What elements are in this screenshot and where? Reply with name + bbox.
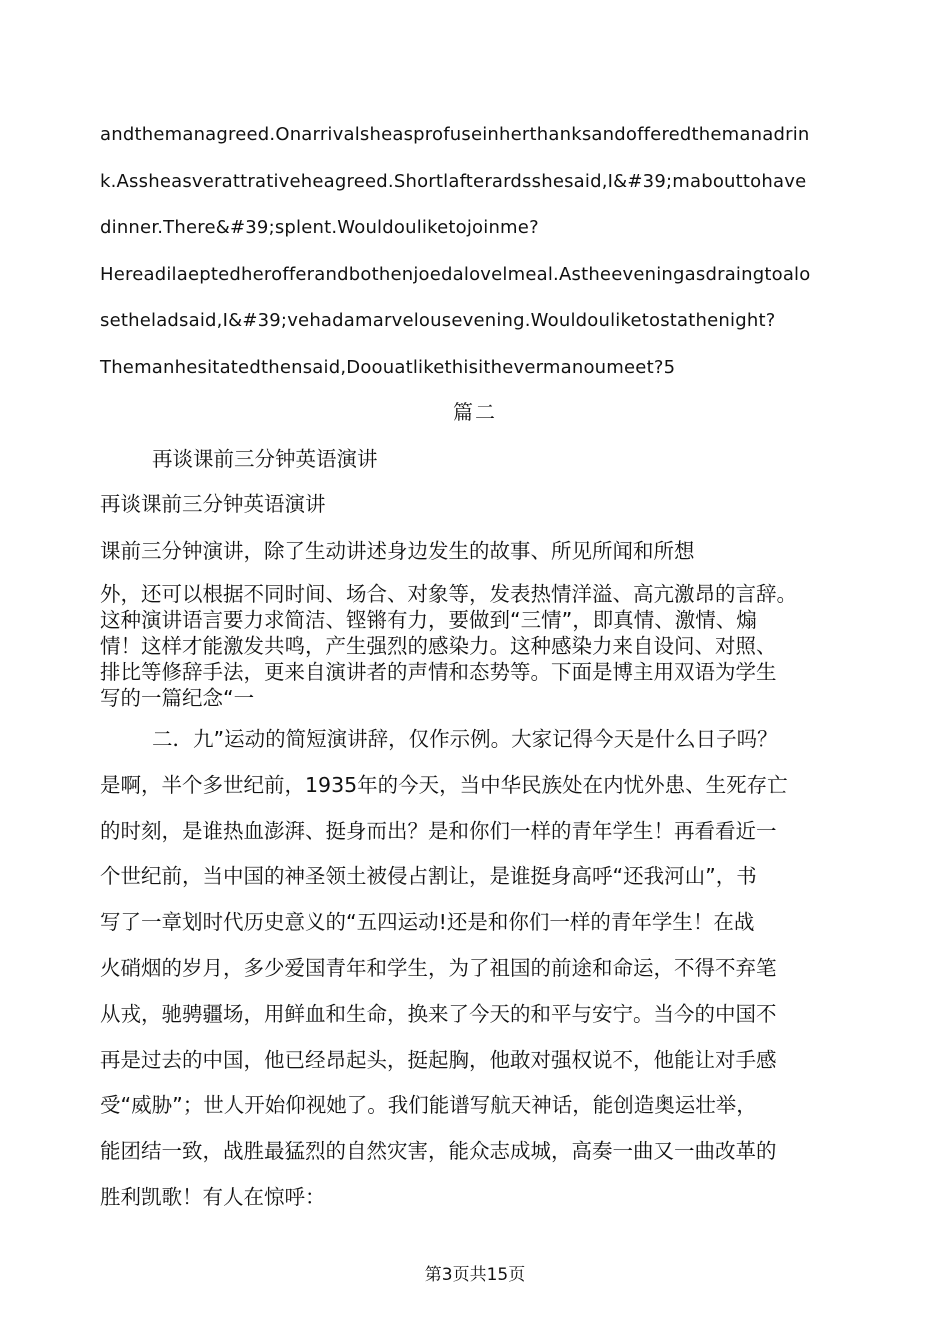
section-heading: 篇二: [453, 400, 497, 424]
paragraph-line: 写的一篇纪念“一: [100, 686, 255, 710]
paragraph-line: 外，还可以根据不同时间、场合、对象等，发表热情洋溢、高亢激昂的言辞。: [100, 582, 797, 606]
article-title-indented: 再谈课前三分钟英语演讲: [152, 447, 378, 471]
english-line: setheladsaid,I&#39;vehadamarvelousevening.Wouldouliketostathenight?: [100, 310, 776, 331]
body-line: 是啊，半个多世纪前，1935年的今天，当中华民族处在内忧外患、生死存亡: [100, 772, 788, 797]
body-line: 能团结一致，战胜最猛烈的自然灾害，能众志成城，高奏一曲又一曲改革的: [100, 1139, 777, 1164]
body-line: 从戎，驰骋疆场，用鲜血和生命，换来了今天的和平与安宁。当今的中国不: [100, 1001, 777, 1026]
tight-paragraph: [100, 581, 860, 711]
english-line: dinner.There&#39;splent.Wouldouliketojoinme?: [100, 217, 539, 238]
body-line: 二．九”运动的简短演讲辞，仅作示例。大家记得今天是什么日子吗？: [152, 727, 778, 751]
english-line: andthemanagreed.Onarrivalsheasprofuseinherthanksandofferedthemanadrin: [100, 124, 810, 145]
speech-body: [100, 724, 860, 1228]
body-line: 的时刻，是谁热血澎湃、挺身而出？是和你们一样的青年学生！再看看近一: [100, 818, 777, 843]
lead-paragraph-line: 课前三分钟演讲，除了生动讲述身边发生的故事、所见所闻和所想: [100, 539, 695, 563]
page-footer: 第3页共15页: [424, 1265, 526, 1285]
english-line: Themanhesitatedthensaid,Doouatlikethisithevermanoumeet?5: [100, 356, 676, 378]
body-line: 受“威胁”；世人开始仰视她了。我们能谱写航天神话，能创造奥运壮举，: [100, 1093, 757, 1118]
paragraph-line: 情！这样才能激发共鸣，产生强烈的感染力。这种感染力来自设问、对照、: [100, 634, 777, 658]
body-line: 写了一章划时代历史意义的“五四运动!还是和你们一样的青年学生！在战: [100, 910, 755, 935]
article-title: 再谈课前三分钟英语演讲: [100, 492, 326, 516]
english-line: k.Assheasverattrativeheagreed.Shortlafterardsshesaid,I&#39;mabouttohave: [100, 170, 807, 192]
body-line: 胜利凯歌！有人在惊呼：: [100, 1184, 326, 1209]
english-paragraph: [100, 119, 860, 398]
body-line: 再是过去的中国，他已经昂起头，挺起胸，他敢对强权说不，他能让对手感: [100, 1047, 777, 1072]
paragraph-line: 排比等修辞手法，更来自演讲者的声情和态势等。下面是博主用双语为学生: [100, 660, 777, 684]
english-line: Hereadilaeptedherofferandbothenjoedalovelmeal.Astheeveningasdraingtoalo: [100, 263, 811, 285]
body-line: 火硝烟的岁月，多少爱国青年和学生，为了祖国的前途和命运，不得不弃笔: [100, 955, 777, 980]
paragraph-line: 这种演讲语言要力求简洁、铿锵有力，要做到“三情”，即真情、激情、煽: [100, 608, 757, 632]
body-line: 个世纪前，当中国的神圣领土被侵占割让，是谁挺身高呼“还我河山”，书: [100, 864, 757, 889]
